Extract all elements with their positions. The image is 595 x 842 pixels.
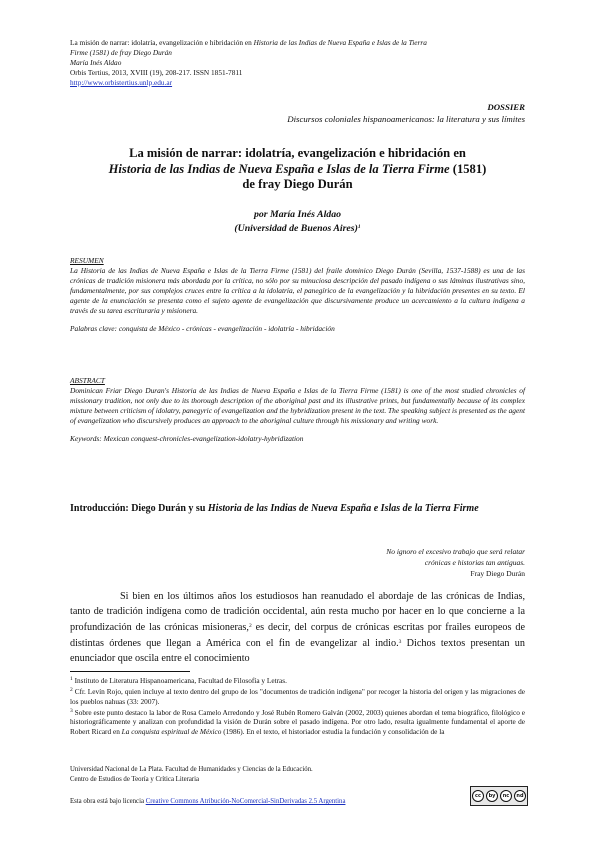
footnote-ref-3[interactable]: 3 <box>398 639 402 645</box>
resumen-keywords: Palabras clave: conquista de México - crónicas - evangelización - idolatría - hibridación <box>70 324 335 333</box>
footnote-2-number: 2 <box>70 687 73 693</box>
footnote-divider <box>70 671 190 672</box>
title-line-3: de fray Diego Durán <box>242 177 353 191</box>
body-text <box>70 589 525 666</box>
footnote-ref-1[interactable]: 1 <box>357 224 361 230</box>
epigraph-line-2: crónicas e historias tan antiguas. <box>424 558 525 567</box>
abstract-label: ABSTRACT <box>70 376 105 385</box>
footnote-1-text: Instituto de Literatura Hispanoamericana, Facultad de Filosofía y Letras. <box>72 676 287 685</box>
footnotes <box>70 675 525 737</box>
footnote-3-text-a: Sobre este punto destaco la labor de Rosa Camelo Arredondo y José Rubén Romero Galván (2002, 2003) quienes abordan el tema biográfico, filológico e historiográficamente y analizan con profundidad la visión de Durán sobre el pasado indígena. Por otro lado, resulta igualmente fundamental el aporte de Robert Ricard en <box>70 707 525 736</box>
abstract-text: Dominican Friar Diego Duran's Historia de las Indias de Nueva España e Islas de la Tierra Firme (1581) is one of the most studied chronicles of missionary tradition, not only due to its thorough description of the aboriginal past and its illustrative prints, but fundamentally because of its complex mixture between criticism of idolatry, panegyric of evangelization and the hybridization present in the text. The speaking subject is presented as the agent of evangelization who discursively produces an approach to the aboriginal culture through his missionary and writing work. <box>70 386 525 425</box>
epigraph-author: Fray Diego Durán <box>470 569 525 578</box>
title-line-2-italic: Historia de las Indias de Nueva España e Islas de la Tierra Firme <box>108 161 450 176</box>
license-text: Esta obra está bajo licencia <box>70 798 146 805</box>
paragraph-1-part-a: Si bien en los últimos años los estudiosos han reanudado el abordaje de las crónicas de Indias, tanto de tradición indígena como de tradición occidental, aún resta mucho por hacer en lo que concierne a la profundización de las crónicas misioneras, <box>70 591 525 633</box>
intro-heading <box>70 502 525 515</box>
abstract-section <box>70 376 525 444</box>
header-title-italic: Historia de las Indias de Nueva España e Islas de la Tierra <box>253 38 427 47</box>
epigraph <box>386 546 525 579</box>
header-journal: Orbis Tertius, 2013, XVIII (19), 208-217. ISSN 1851-7811 <box>70 68 243 77</box>
noderivatives-icon: nd <box>514 790 526 802</box>
resumen-text: La Historia de las Indias de Nueva España e Islas de la Tierra Firme (1581) del fraile dominico Diego Durán (Sevilla, 1537-1588) es una de las crónicas de tradición misionera más abordada por la crítica, no sólo por su minuciosa descripción del pasado indígena o sus láminas ilustrativas sino, fundamentalmente, por sus complejos cruces entre la crítica a la idolatría, el panegírico de la evangelización y la hibridación presentes en su texto. El agente de la enunciación se presenta como el sujeto agente de evangelización que discursivamente produce un acercamiento a la cultura indígena a través de su tarea escrituraria y misionera. <box>70 266 525 315</box>
footnote-ref-2[interactable]: 2 <box>248 623 252 629</box>
abstract-keywords: Keywords: Mexican conquest-chronicles-evangelization-idolatry-hybridization <box>70 434 304 443</box>
footnote-3 <box>70 707 525 737</box>
header-title-plain: La misión de narrar: idolatría, evangelización e hibridación en <box>70 38 254 47</box>
dossier-subtitle: Discursos coloniales hispanoamericanos: la literatura y sus límites <box>287 114 525 124</box>
noncommercial-icon: nc <box>500 790 512 802</box>
title-line-2-plain: (1581) <box>449 161 487 176</box>
creative-commons-badge-icon[interactable] <box>470 786 528 806</box>
epigraph-line-1: No ignoro el excesivo trabajo que será relatar <box>386 547 525 556</box>
author-name: por María Inés Aldao <box>253 209 341 220</box>
title-line-1: La misión de narrar: idolatría, evangelización e hibridación en <box>129 146 466 160</box>
header-title-cont: Firme (1581) de fray Diego Durán <box>70 48 172 57</box>
institution-footer <box>70 765 525 785</box>
footnote-2-text: Cfr. Levín Rojo, quien incluye al texto dentro del grupo de los "documentos de tradición indígena" por recoger la historia del origen y las migraciones de los pueblos nahuas (33: 2007). <box>70 687 525 706</box>
author-block <box>70 208 525 235</box>
footnote-3-number: 3 <box>70 707 73 714</box>
license-notice <box>70 797 345 806</box>
attribution-icon: by <box>486 790 498 802</box>
paragraph-1-part-c: Dichos textos presentan un enunciador que oscila entre el conocimiento <box>70 638 525 664</box>
cc-icon: cc <box>472 790 484 802</box>
footnote-3-italic: La conquista espiritual de México <box>121 726 222 736</box>
dossier-label: DOSSIER <box>487 102 525 112</box>
institution-line-1: Universidad Nacional de La Plata. Facultad de Humanidades y Ciencias de la Educación. <box>70 766 313 773</box>
intro-heading-plain: Introducción: Diego Durán y su <box>70 503 208 514</box>
footnote-1-number: 1 <box>70 676 73 682</box>
intro-heading-italic: Historia de las Indias de Nueva España e Islas de la Tierra Firme <box>207 503 479 514</box>
footnote-2 <box>70 686 525 706</box>
dossier-block <box>287 101 525 125</box>
institution-line-2: Centro de Estudios de Teoría y Crítica Literaria <box>70 776 200 783</box>
paragraph-1-part-b: es decir, del corpus de crónicas escritas por frailes europeos de distintas órdenes que llegan a América con el fin de evangelizar al indio. <box>70 622 525 649</box>
footnote-3-text-b: (1986). En el texto, el historiador estudia la fundación y consolidación de la <box>221 726 445 736</box>
journal-link[interactable]: http://www.orbistertius.unlp.edu.ar <box>70 78 173 87</box>
footnote-1 <box>70 675 525 686</box>
license-link[interactable]: Creative Commons Atribución-NoComercial-SinDerivadas 2.5 Argentina <box>145 798 346 805</box>
citation-header <box>70 38 530 88</box>
author-affiliation: (Universidad de Buenos Aires) <box>234 223 358 234</box>
resumen-section <box>70 256 525 334</box>
header-author: María Inés Aldao <box>70 58 122 67</box>
resumen-label: RESUMEN <box>70 256 104 265</box>
article-title <box>70 146 525 193</box>
paragraph-1 <box>70 589 525 666</box>
